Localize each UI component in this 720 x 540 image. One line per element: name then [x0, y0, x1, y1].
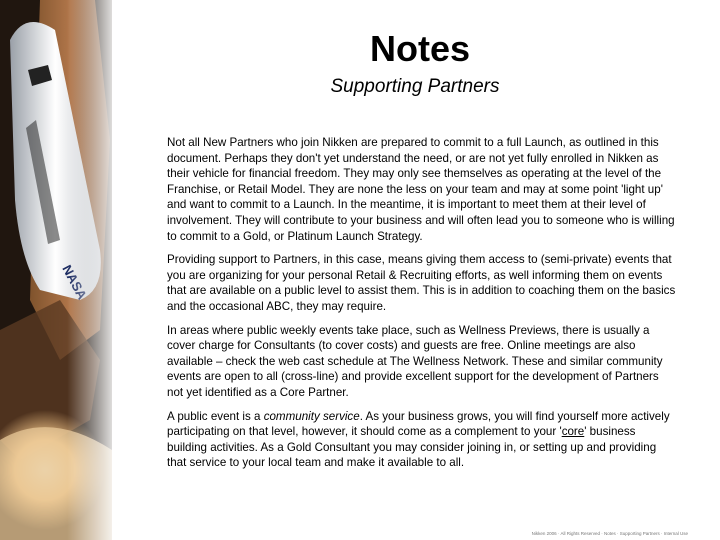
paragraph-1: Not all New Partners who join Nikken are prepared to commit to a full Launch, as outlined in this document. Perhaps they don't yet understand the need, or are not yet fully enrolled in Nikken as their vehicle for financial freedom. They may only see themselves as operating at the level of the Franchise, or Retail Model. They are none the less on your team and may at some point 'light up' and want to commit to a Launch. In the meantime, it is important to meet them at their level of involvement. They will contribute to your business and will often lead you to someone who is willing to commit to a Gold, or Platinum Launch Strategy.: [167, 136, 675, 243]
page-title: Notes: [369, 28, 471, 69]
paragraph-4-part-3: ' business building activities. As a Gold Consultant you may consider joining in, or setting up and providing that service to your local team and make it available to all.: [167, 425, 657, 470]
page-subtitle: Supporting Partners: [330, 76, 500, 97]
footer-text: Nikken 2006 · All Rights Reserved · Notes · Supporting Partners · Internal Use: [531, 531, 688, 536]
community-service-emphasis: community service: [263, 409, 360, 423]
space-shuttle-image: [0, 0, 112, 540]
paragraph-2: Providing support to Partners, in this case, means giving them access to (semi-private) events that you are organizing for your personal Retail & Recruiting efforts, as well informing them on events that are available on a public level to assist them. This is in addition to coaching them on the basics and the occasional ABC, they may require.: [167, 253, 676, 313]
core-underlined: core: [561, 425, 585, 439]
paragraph-4-part-1: A public event is a: [167, 409, 264, 423]
paragraph-4: [167, 409, 677, 471]
notes-body: [167, 135, 677, 479]
image-fade: [0, 0, 112, 540]
paragraph-3: In areas where public weekly events take place, such as Wellness Previews, there is usually a cover charge for Consultants (to cover costs) and guests are free. Online meetings are also available – check the web cast schedule at The Wellness Network. These and similar community events are open to all (cross-line) and provide excellent support for the development of Partners not yet identified as a Core Partner.: [167, 323, 663, 399]
paragraph-4-part-2: . As your business grows, you will find yourself more actively participating on that level, however, it should come as a complement to your ': [167, 409, 670, 439]
